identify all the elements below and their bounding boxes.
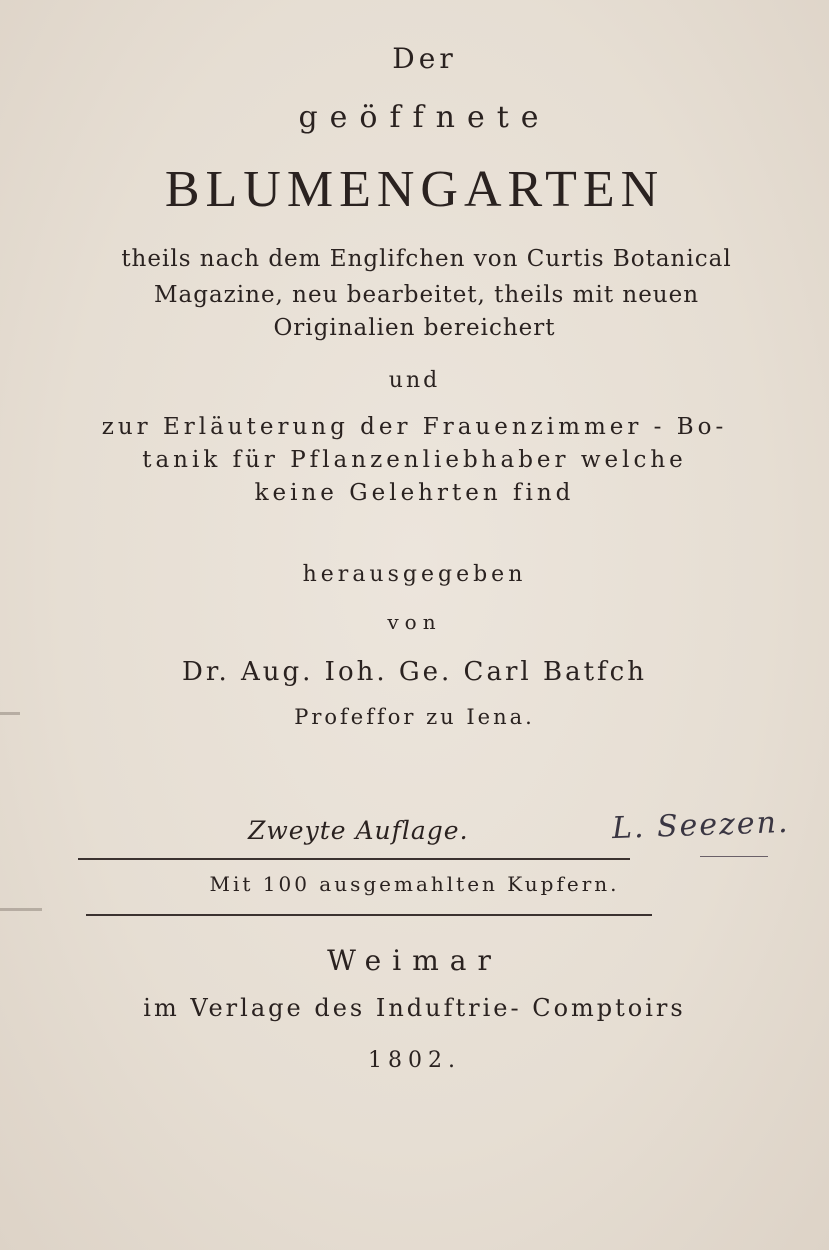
author-name: Dr. Aug. Ioh. Ge. Carl Batfch [182, 657, 647, 687]
title-blumengarten: BLUMENGARTEN [164, 161, 665, 218]
conjunction-und: und [388, 368, 441, 393]
handwritten-signature: L. Seezen. [611, 804, 791, 847]
place-of-publication: Weimar [327, 944, 502, 977]
purpose-line-3: keine Gelehrten find [254, 480, 575, 506]
publisher: im Verlage des Induftrie- Comptoirs [143, 994, 686, 1022]
title-der: Der [392, 42, 457, 75]
margin-mark [0, 908, 42, 911]
herausgegeben: herausgegeben [302, 562, 527, 587]
signature-underline [700, 856, 768, 857]
subtitle-line-2: Magazine, neu bearbeitet, theils mit neuen [153, 282, 700, 308]
edition: Zweyte Auflage. [248, 816, 469, 845]
illustrations-note: Mit 100 ausgemahlten Kupfern. [209, 872, 620, 896]
divider-rule [78, 858, 630, 860]
purpose-line-1: zur Erläuterung der Frauenzimmer - Bo- [101, 414, 728, 440]
publication-year: 1802. [368, 1048, 461, 1073]
title-geoeffnete: geöffnete [298, 100, 551, 135]
subtitle-line-3: Originalien bereichert [273, 315, 556, 341]
subtitle-line-1: theils nach dem Englifchen von Curtis Botanical [121, 246, 732, 272]
author-title: Profeffor zu Iena. [294, 705, 535, 729]
purpose-line-2: tanik für Pflanzenliebhaber welche [142, 447, 687, 473]
von: von [387, 610, 442, 634]
divider-rule [86, 914, 652, 916]
